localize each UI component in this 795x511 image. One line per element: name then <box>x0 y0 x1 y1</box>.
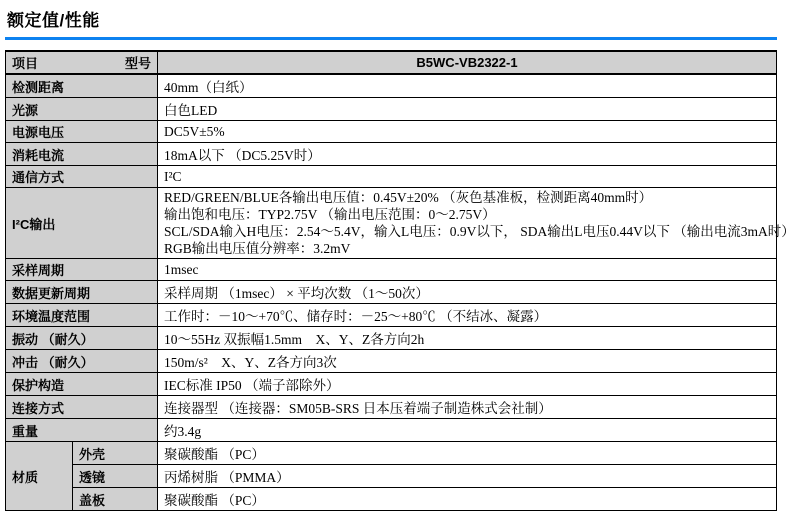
i2c-output-line: SCL/SDA输入H电压：2.54～5.4V，输入L电压：0.9V以下， SDA输出L电压0.44V以下 （输出电流3mA时） <box>164 224 795 239</box>
table-header-row <box>6 51 777 74</box>
row-label: 环境温度范围 <box>6 304 158 327</box>
row-label: 检测距离 <box>6 74 158 98</box>
table-row <box>6 143 777 166</box>
table-row <box>6 419 777 442</box>
row-label: 冲击 （耐久） <box>6 350 158 373</box>
header-model-label: 型号 <box>124 56 151 71</box>
table-row <box>6 121 777 143</box>
i2c-output-line: RED/GREEN/BLUE各输出电压值：0.45V±20% （灰色基准板，检测距离40mm时） <box>164 190 653 205</box>
table-row <box>6 74 777 98</box>
i2c-output-value <box>158 188 795 259</box>
row-label: 光源 <box>6 98 158 121</box>
row-label: 通信方式 <box>6 166 158 188</box>
header-item-label: 项目 <box>12 56 39 71</box>
i2c-output-line: RGB输出电压值分辨率：3.2mV <box>164 241 351 256</box>
i2c-output-label: I²C输出 <box>6 188 158 259</box>
table-row <box>6 98 777 121</box>
row-label: 重量 <box>6 419 158 442</box>
row-value: DC5V±5% <box>158 121 777 143</box>
material-label: 材质 <box>6 442 73 511</box>
page-title: 额定值/性能 <box>7 11 100 30</box>
material-value: 聚碳酸酯 （PC） <box>158 488 777 511</box>
row-label: 消耗电流 <box>6 143 158 166</box>
table-row-i2c-output <box>6 188 777 259</box>
table-row-material <box>6 465 777 488</box>
material-sub-label: 外壳 <box>73 442 158 465</box>
i2c-output-line: 输出饱和电压：TYP2.75V （输出电压范围：0～2.75V） <box>164 207 496 222</box>
table-row-material <box>6 442 777 465</box>
row-label: 保护构造 <box>6 373 158 396</box>
table-row <box>6 304 777 327</box>
row-label: 数据更新周期 <box>6 281 158 304</box>
header-item-model-cell <box>6 51 158 74</box>
table-row <box>6 166 777 188</box>
table-row <box>6 281 777 304</box>
table-row-material <box>6 488 777 511</box>
row-value: 工作时：－10～+70℃、储存时：－25～+80℃ （不结冰、凝露） <box>158 304 777 327</box>
material-sub-label: 透镜 <box>73 465 158 488</box>
row-value: 150m/s² X、Y、Z各方向3次 <box>158 350 777 373</box>
spec-table <box>5 50 795 511</box>
title-accent-rule <box>5 37 777 40</box>
row-label: 连接方式 <box>6 396 158 419</box>
row-value: IEC标准 IP50 （端子部除外） <box>158 373 777 396</box>
row-value: 约3.4g <box>158 419 777 442</box>
row-value: I²C <box>158 166 777 188</box>
row-label: 电源电压 <box>6 121 158 143</box>
table-row <box>6 259 777 281</box>
row-value: 采样周期 （1msec） × 平均次数 （1～50次） <box>158 281 777 304</box>
material-sub-label: 盖板 <box>73 488 158 511</box>
row-value: 连接器型 （连接器：SM05B-SRS 日本压着端子制造株式会社制） <box>158 396 777 419</box>
header-model-value: B5WC-VB2322-1 <box>158 51 777 74</box>
table-row <box>6 373 777 396</box>
row-value: 白色LED <box>158 98 777 121</box>
material-value: 丙烯树脂 （PMMA） <box>158 465 777 488</box>
table-row <box>6 327 777 350</box>
row-value: 18mA以下 （DC5.25V时） <box>158 143 777 166</box>
row-label: 振动 （耐久） <box>6 327 158 350</box>
table-row <box>6 396 777 419</box>
row-value: 40mm（白纸） <box>158 74 777 98</box>
material-value: 聚碳酸酯 （PC） <box>158 442 777 465</box>
row-label: 采样周期 <box>6 259 158 281</box>
table-row <box>6 350 777 373</box>
row-value: 10～55Hz 双振幅1.5mm X、Y、Z各方向2h <box>158 327 777 350</box>
row-value: 1msec <box>158 259 777 281</box>
